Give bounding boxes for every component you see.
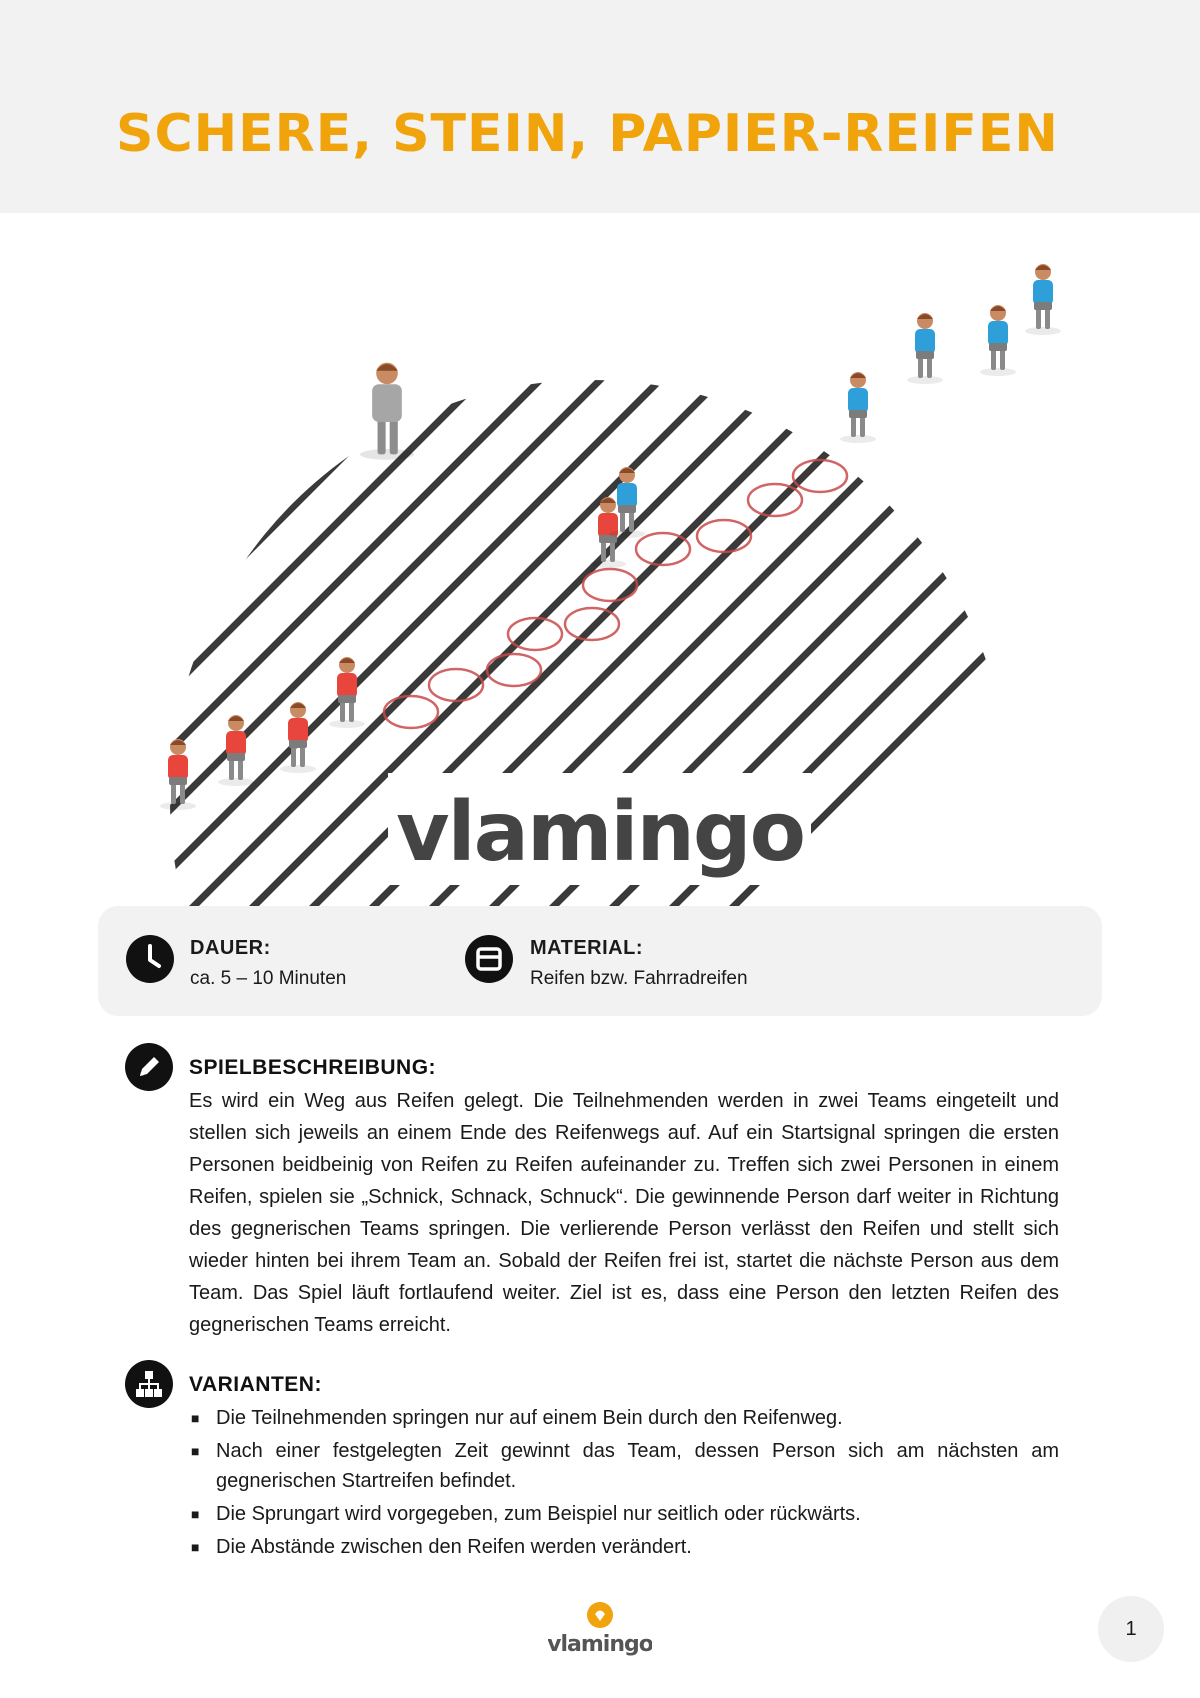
material-value: Reifen bzw. Fahrradreifen	[530, 968, 748, 989]
description-text: Es wird ein Weg aus Reifen gelegt. Die Teilnehmenden werden in zwei Teams eingeteilt und stellen sich jeweils an einem Ende des Reifenwegs auf. Auf ein Startsignal springen die ersten Personen beidbeinig von Reifen zu Reifen aufeinander zu. Treffen sich zwei Personen in einem Reifen, spielen sie „Schnick, Schnack, Schnuck“. Die gewinnende Person darf weiter in Richtung des gegnerischen Teams springen. Die verlierende Person verlässt den Reifen und stellt sich wieder hinten bei ihrem Team an. Sobald der Reifen frei ist, startet die nächste Person aus dem Team. Das Spiel läuft fortlaufend weiter. Ziel ist es, dass eine Person den letzten Reifen des gegnerischen Teams erreicht.	[189, 1090, 1059, 1336]
material-icon	[465, 935, 513, 983]
page-title: SCHERE, STEIN, PAPIER-REIFEN	[116, 104, 1059, 164]
page-number: 1	[1098, 1596, 1164, 1662]
duration-label: DAUER:	[190, 937, 271, 959]
duration-value: ca. 5 – 10 Minuten	[190, 968, 347, 989]
referee-figure	[360, 363, 414, 460]
hierarchy-icon	[125, 1360, 173, 1408]
watermark-stripes	[0, 213, 1200, 1013]
info-box	[98, 906, 1102, 1016]
list-item: ■ Nach einer festgelegten Zeit gewinnt das Team, dessen Person sich am nächsten am gegnerischen Startreifen befindet.	[191, 1440, 1059, 1492]
footer-logo	[548, 1601, 652, 1657]
header-band	[0, 0, 1200, 213]
list-item: ■ Die Abstände zwischen den Reifen werden verändert.	[191, 1536, 692, 1558]
footer-logo-text: vlamingo	[548, 1632, 652, 1657]
list-item: ■ Die Sprungart wird vorgegeben, zum Beispiel nur seitlich oder rückwärts.	[191, 1503, 861, 1525]
blue-team	[609, 264, 1061, 538]
game-illustration	[0, 213, 1200, 1013]
pencil-icon	[125, 1043, 173, 1091]
description-heading: SPIELBESCHREIBUNG:	[189, 1056, 437, 1079]
list-item: ■ Die Teilnehmenden springen nur auf einem Bein durch den Reifenweg.	[191, 1407, 843, 1429]
variants-heading: VARIANTEN:	[189, 1373, 322, 1396]
clock-icon	[126, 935, 174, 983]
watermark-logo: vlamingo	[396, 785, 804, 880]
variants-list	[189, 1403, 1059, 1565]
material-label: MATERIAL:	[530, 937, 643, 959]
